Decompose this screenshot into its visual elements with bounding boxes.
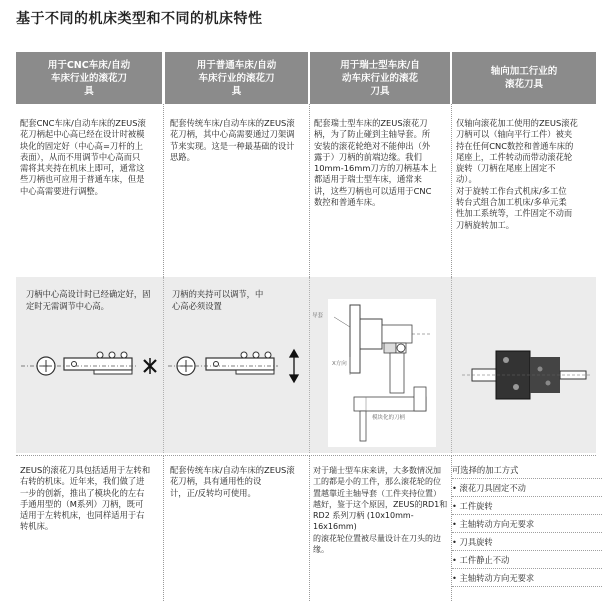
row-divider: [16, 455, 596, 456]
list-divider: [452, 478, 602, 479]
list-divider: [452, 586, 602, 587]
list-item: • 工件静止不动: [452, 555, 510, 565]
list-divider: [452, 532, 602, 533]
footer-cnc: ZEUS的滚花刀具包括适用于左转和 右转的机床。近年来，我们做了进 一步的创新，推出了模块化的左右 手通用型的（M系列）刀柄，既可 适用于左转机床，也同样适用于右 转机床。: [20, 465, 151, 532]
updown-arrow-icon: [290, 350, 298, 382]
column-header-cnc: 用于CNC车床/自动 车床行业的滚花刀 具: [16, 52, 162, 104]
column-header-conventional: 用于普通车床/自动 车床行业的滚花刀 具: [165, 52, 308, 104]
guide-bush-label: 导套: [312, 313, 324, 319]
processing-modes-title: 可选择的加工方式: [452, 465, 519, 475]
conventional-toolholder-diagram: [164, 277, 309, 453]
column-header-axial: 轴向加工行业的 滚花刀具: [452, 52, 596, 104]
cnc-toolholder-diagram: [16, 277, 163, 453]
footer-conventional: 配套传统车床/自动车床的ZEUS滚 花刀柄，具有通用性的设 计，正/反转均可使用。: [170, 465, 295, 498]
column-divider: [451, 104, 452, 277]
annotation-cnc: 刀柄中心高设计时已经确定好，固 定时无需调节中心高。: [26, 289, 151, 311]
x-direction-label: X方向: [332, 361, 347, 367]
annotation-conventional: 刀柄的夹持可以调节，中 心高必须设置: [172, 289, 264, 311]
list-item: • 刀具旋转: [452, 537, 493, 547]
list-item: • 主轴转动方向无要求: [452, 573, 535, 583]
column-divider: [309, 456, 310, 601]
swiss-toolholder-diagram: [310, 277, 451, 453]
footer-swiss: 对于瑞士型车床来讲，大多数情况加 工的都是小的工件，那么滚花轮的位 置越靠近主轴导套（工件夹持位置） 越好，鉴于这个原因，ZEUS的RD1和 RD2 系列刀柄 (10x10mm-16x16mm) 的滚花轮位置被尽量设计在刀头的边 缘。: [313, 466, 448, 555]
list-divider: [452, 514, 602, 515]
axial-toolholder-diagram: [452, 277, 596, 453]
list-item: • 主轴转动方向无要求: [452, 519, 535, 529]
list-divider: [452, 550, 602, 551]
page-title: 基于不同的机床类型和不同的机床特性: [16, 11, 263, 27]
list-item: • 工件旋转: [452, 501, 493, 511]
description-axial: 仅轴向滚花加工使用的ZEUS滚花 刀柄可以（轴向平行工件）被夹 持在任何CNC数控和普通车床的 尾座上，工件转动而带动滚花轮 旋转（刀柄在尾座上固定不 动）。 对于旋转工作台式机床/多工位 转台式组合加工机床/多单元柔 性加工系统等，工件固定不动而 刀柄旋转加工。: [456, 118, 578, 230]
description-conventional: 配套传统车床/自动车床的ZEUS滚 花刀柄，其中心高需要通过刀架调 节来实现。这是一种最基础的设计 思路。: [170, 118, 295, 162]
description-cnc: 配套CNC车床/自动车床的ZEUS滚 花刀柄起中心高已经在设计时被模 块化的固定好（中心高=刀杆的上 表面），从而不用调节中心高而只 需将其夹持在机床上即可，通常这 些刀柄也可应用于普通车床，但是 中心高需要进行调整。: [20, 118, 146, 196]
column-divider: [163, 456, 164, 601]
modular-tool-label: 模块化的刀柄: [372, 415, 406, 421]
description-swiss: 配套瑞士型车床的ZEUS滚花刀 柄，为了防止碰到主轴导套。所 安装的滚花轮绝对不能伸出（外 露于）刀柄的前端边缘。我们 10mm-16mm刀方的刀柄基本上 都适用于瑞士型车床，通常来 讲，这些刀柄也可以适用于CNC 数控和普通车床。: [314, 118, 437, 208]
list-divider: [452, 496, 602, 497]
column-header-swiss: 用于瑞士型车床/自 动车床行业的滚花 刀具: [310, 52, 450, 104]
column-divider: [163, 104, 164, 277]
star-icon: [144, 358, 156, 374]
list-item: • 滚花刀具固定不动: [452, 483, 526, 493]
list-divider: [452, 568, 602, 569]
column-divider: [309, 104, 310, 277]
